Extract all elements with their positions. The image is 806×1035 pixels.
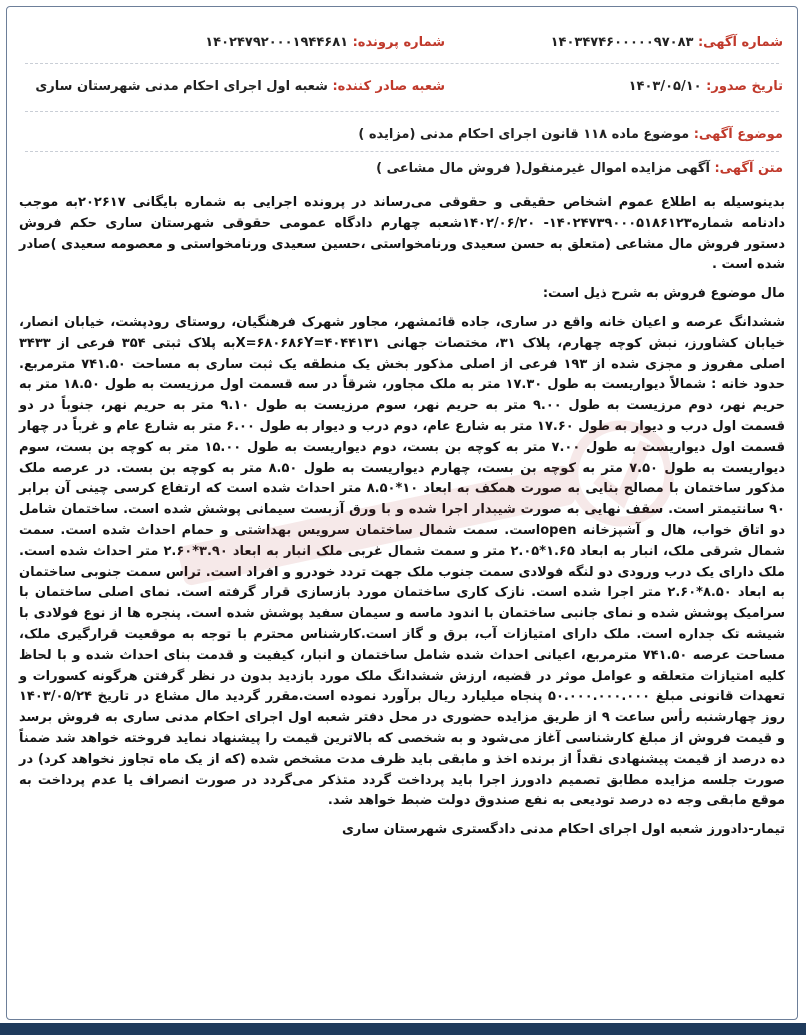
subject-value: موضوع ماده ۱۱۸ قانون اجرای احکام مدنی (مزایده ) [358,127,690,142]
issuer-label: شعبه صادر کننده: [332,79,445,94]
signature: تیمار-دادورز شعبه اول اجرای احکام مدنی دادگستری شهرستان ساری [342,822,785,838]
ad-text-value: آگهی مزایده اموال غیرمنقول( فروش مال مشاعی ) [376,161,710,176]
ad-number [551,35,783,50]
issue-date-label: تاریخ صدور: [706,79,783,94]
issue-date [629,79,783,94]
property-heading: مال موضوع فروش به شرح ذیل است: [542,286,785,302]
divider [25,151,779,152]
property-description: ششدانگ عرصه و اعیان خانه واقع در ساری، جاده قائمشهر، مجاور شهرک فرهنگیان، روستای رودپشت، خیابان انصار، خیابان کشاورز، نبش کوچه چهارم، پلاک ۳۱، مختصات جهانی X=۶۸۰۶۸۶Y=۴۰۴۴۱۳۱به پلاک ثبتی ۳۵۴ فرعی از ۳۴۳۳ اصلی مفروز و مجزی شده از ۱۹۳ فرعی از اصلی مذکور بخش یک منطقه یک ثبت ساری به مساحت ۷۴۱.۵۰ مترمربع. حدود خانه : شمالاً دیواریست به طول ۱۷.۳۰ متر به ملک مجاور، شرقاً در سه قسمت اول مرزیست به طول ۱۸.۵۰ متر به حریم نهر، دوم مرزیست به طول ۹.۰۰ متر به حریم نهر، سوم مرزیست به طول ۹.۱۰ متر به حریم نهر، جنوباً در دو قسمت اول درب و دیوار به طول ۱۷.۶۰ متر به شارع عام، دوم درب و دیوار به طول ۶.۰۰ متر به شارع عام و غرباً در چهار قسمت اول دیواریست به طول ۷.۰۰ متر به کوچه بن بست، دوم دیواریست به طول ۱۵.۰۰ متر به کوچه بن بست، سوم دیواریست به طول ۷.۵۰ متر به کوچه بن بست، چهارم دیواریست به طول ۸.۵۰ متر به کوچه بن بست. در عرصه ملک مذکور ساختمان با مصالح بنایی به صورت همکف به ابعاد ۱۰*۸.۵۰ متر احداث شده است که ارتفاع کرسی چینی آن برابر ۹۰ سانتیمتر است. سقف نهایی به صورت شیبدار اجرا شده و با ورق آزبست سیمانی پوشش شده است. ساختمان شامل دو اتاق خواب، هال و آشپزخانه openاست. سمت شمال ساختمان سرویس بهداشتی و حمام احداث شده است. سمت شمال شرقی ملک، انبار به ابعاد ۱.۶۵*۲.۰۵ متر و سمت شمال غربی ملک انبار به ابعاد ۳.۹۰*۲.۶۰ متر احداث شده است. ملک دارای یک درب ورودی دو لنگه فولادی سمت جنوب ملک جهت تردد خودرو و افراد است. تراس سمت جنوبی ساختمان به ابعاد ۸.۵۰*۲.۶۰ متر اجرا شده است. نازک کاری ساختمان مورد بازسازی قرار گرفته است. نمای اصلی ساختمان با سرامیک پوشش شده و نمای جانبی ساختمان با اندود ماسه و سیمان سفید پوشش شده است. پنجره ها از نوع فولادی با شیشه تک جداره است. ملک دارای امتیازات آب، برق و گاز است.کارشناس محترم با توجه به موقعیت قرارگیری ملک، مساحت عرصه ۷۴۱.۵۰ مترمربع، اعیانی احداث شده شامل ساختمان و انبار، کیفیت و قدمت بنای احداث شده و با لحاظ کلیه امتیازات متعلقه و عوامل موثر در قضیه، ارزش ششدانگ ملک مورد بازدید بدون در نظر گرفتن هرگونه کسورات و تعهدات قانونی مبلغ ۵۰.۰۰۰.۰۰۰.۰۰۰ پنجاه میلیارد ریال برآورد نموده است.مقرر گردید مال مشاع در تاریخ ۱۴۰۳/۰۵/۲۴ روز چهارشنبه رأس ساعت ۹ از طریق مزایده حضوری در محل دفتر شعبه اول اجرای احکام مدنی ساری به فروش برسد و قیمت فروش از مبلغ کارشناسی آغاز می‌شود و به شخصی که بالاترین قیمت را پیشنهاد نماید فروخته خواهد شد ضمناً ده درصد از قیمت پیشنهادی نقداً از برنده اخذ و مابقی باید ظرف مدت مشخص شده (که از یک ماه تجاوز نخواهد کرد) در صورت جلسه مزایده مطابق تصمیم دادورز اجرا باید پرداخت گردد متذکر می‌گردد در صورت انصراف یا عدم پرداخت به موقع مابقی وجه ده درصد تودیعی به نفع صندوق دولت ضبط خواهد شد. [19,314,786,809]
issuer-value: شعبه اول اجرای احکام مدنی شهرستان ساری [35,79,328,94]
divider [25,63,779,64]
ad-number-label: شماره آگهی: [697,35,783,50]
subject-label: موضوع آگهی: [693,127,783,142]
issuer [35,79,445,94]
issue-date-value: ۱۴۰۳/۰۵/۱۰ [628,79,702,94]
case-number-label: شماره پرونده: [352,35,445,50]
ad-text [376,161,783,176]
notice-card [6,6,798,1020]
subject [358,127,783,142]
case-number-value: ۱۴۰۲۴۷۹۲۰۰۰۱۹۴۴۶۸۱ [205,35,349,50]
intro-paragraph: بدینوسیله به اطلاع عموم اشخاص حقیقی و حقوقی می‌رساند در پرونده اجرایی به شماره بایگانی ۲۰۲۶۱۷به موجب دادنامه شماره۱۴۰۲۴۷۳۹۰۰۰۵۱۸۶۱۲۳- ۱۴۰۲/۰۶/۲۰شعبه چهارم دادگاه عمومی حقوقی شهرستان ساری حکم فروش دستور فروش مال مشاعی (متعلق به حسن سعیدی ورنامخواستی ،حسین سعیدی ورنامخواستی و معصومه سعیدی )صادر شده است . [19,195,786,273]
notice-body [19,193,785,841]
ad-number-value: ۱۴۰۳۴۷۴۶۰۰۰۰۰۹۷۰۸۳ [550,35,694,50]
divider [25,111,779,112]
case-number [205,35,445,50]
ad-text-label: متن آگهی: [714,161,783,176]
footer-bar [0,1023,806,1035]
